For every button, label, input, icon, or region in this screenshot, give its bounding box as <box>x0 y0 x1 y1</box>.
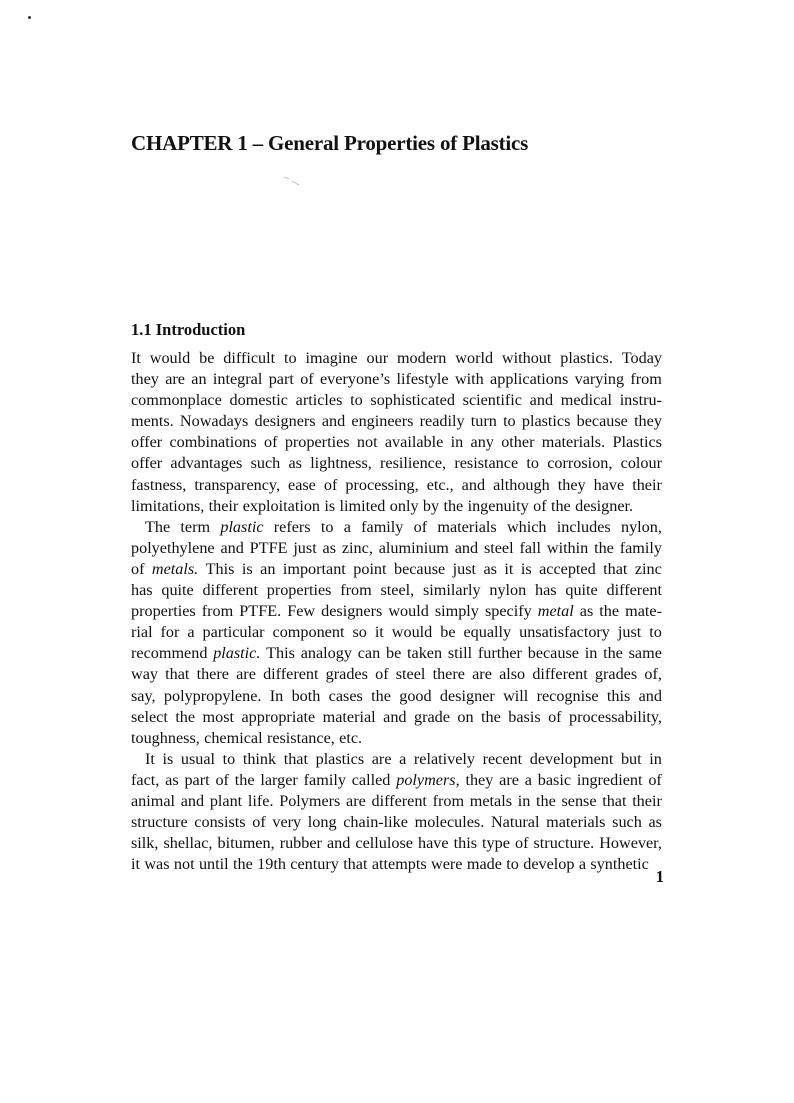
text-line: The term plastic refers to a family of materials which includes nylon, <box>145 517 662 536</box>
text-line: fact, as part of the larger family called polymers, they are a basic ingredient of <box>131 770 662 789</box>
text-line: of metals. This is an important point because just as it is accepted that zinc <box>131 559 662 578</box>
text-line: limitations, their exploitation is limited only by the ingenuity of the designer. <box>131 496 634 515</box>
text-line: silk, shellac, bitumen, rubber and cellulose have this type of structure. However, <box>131 834 662 853</box>
paragraph <box>131 348 662 517</box>
paragraph <box>131 749 662 876</box>
chapter-title: CHAPTER 1 – General Properties of Plastics <box>131 131 529 155</box>
body-text <box>131 348 662 875</box>
text-line: properties from PTFE. Few designers would simply specify metal as the mate- <box>131 602 662 621</box>
page-number: 1 <box>655 867 664 886</box>
text-line: It would be difficult to imagine our modern world without plastics. Today <box>131 349 662 367</box>
text-line: has quite different properties from steel, similarly nylon has quite different <box>131 581 662 600</box>
text-line: offer combinations of properties not available in any other materials. Plastics <box>131 433 662 452</box>
text-line: rial for a particular component so it would be equally unsatisfactory just to <box>131 623 662 642</box>
section-heading: 1.1 Introduction <box>131 320 246 339</box>
text-line: structure consists of very long chain-like molecules. Natural materials such as <box>131 813 662 832</box>
text-line: fastness, transparency, ease of processing, etc., and although they have their <box>131 475 662 494</box>
text-line: polyethylene and PTFE just as zinc, aluminium and steel fall within the family <box>131 538 662 557</box>
paragraph <box>131 517 662 749</box>
text-line: select the most appropriate material and grade on the basis of processability, <box>131 707 662 726</box>
text-line: recommend plastic. This analogy can be taken still further because in the same <box>131 644 662 663</box>
print-smudge <box>283 176 301 186</box>
text-line: offer advantages such as lightness, resilience, resistance to corrosion, colour <box>131 454 662 473</box>
text-line: ments. Nowadays designers and engineers readily turn to plastics because they <box>131 412 662 431</box>
text-line: toughness, chemical resistance, etc. <box>131 728 363 747</box>
text-line: way that there are different grades of steel there are also different grades of, <box>131 665 662 684</box>
print-speck <box>28 16 31 19</box>
text-line: commonplace domestic articles to sophisticated scientific and medical instru- <box>131 391 662 410</box>
text-line: it was not until the 19th century that attempts were made to develop a synthetic <box>131 855 649 874</box>
text-line: It is usual to think that plastics are a relatively recent development but in <box>145 749 662 768</box>
text-line: say, polypropylene. In both cases the good designer will recognise this and <box>131 686 662 705</box>
text-line: animal and plant life. Polymers are different from metals in the sense that their <box>131 791 662 810</box>
text-line: they are an integral part of everyone’s lifestyle with applications varying from <box>131 370 662 389</box>
